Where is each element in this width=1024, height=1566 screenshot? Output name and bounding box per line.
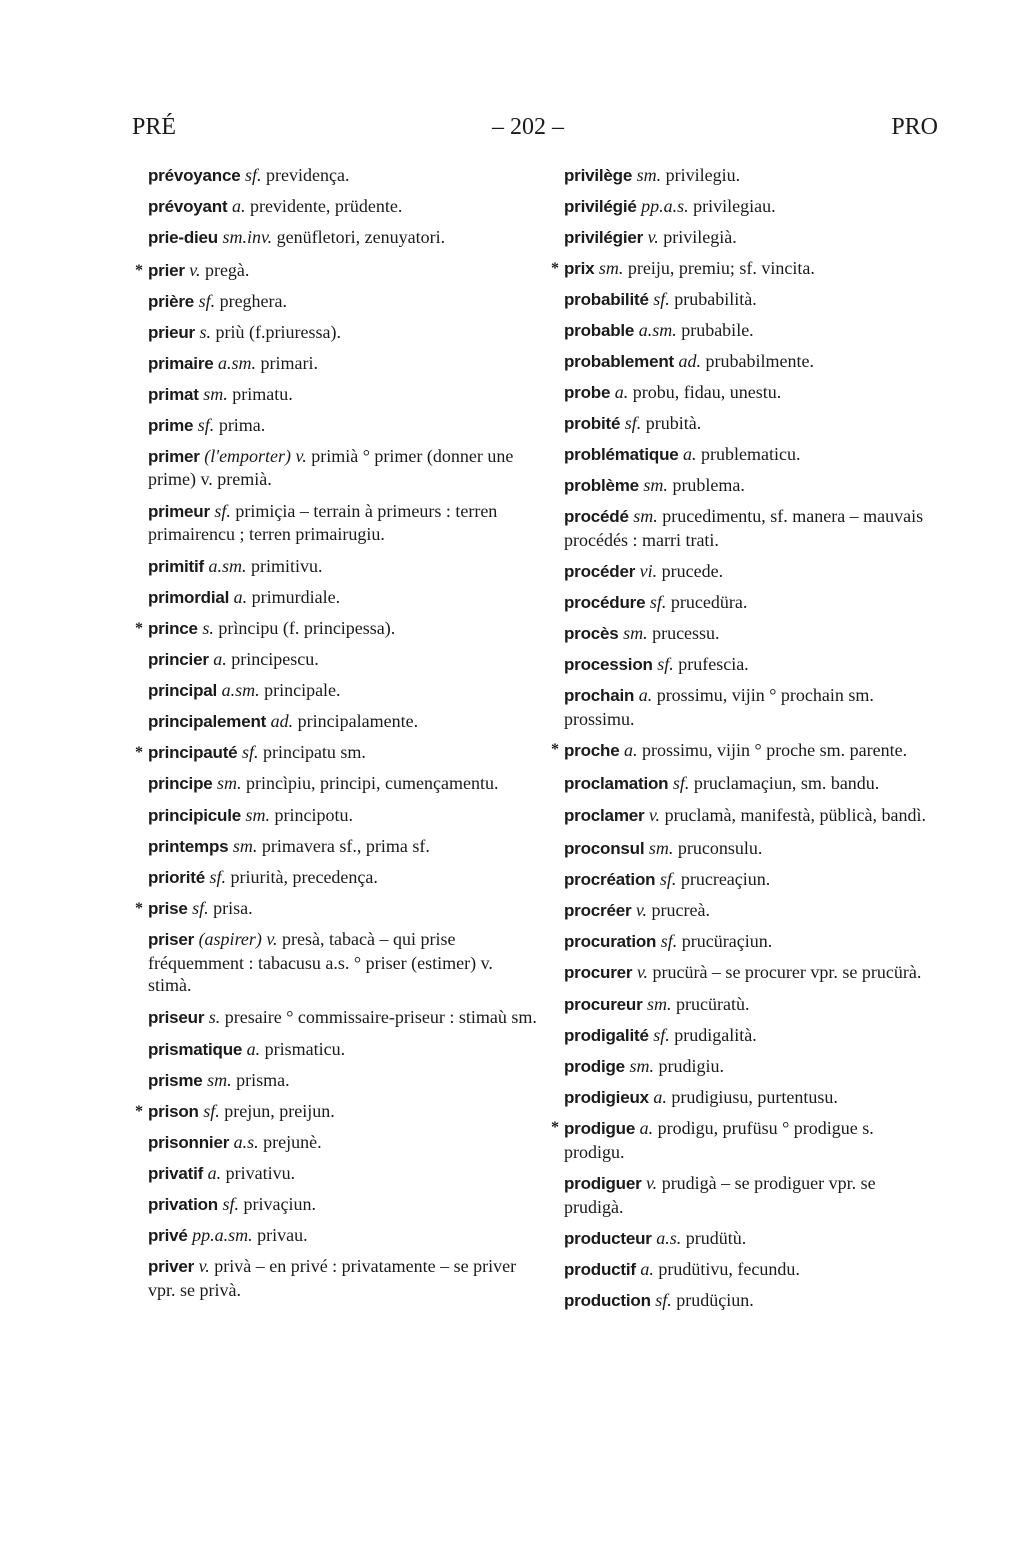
dictionary-entry: [564, 1051, 938, 1082]
headword: principalement: [148, 711, 267, 731]
definition: prisa.: [213, 898, 253, 918]
definition: previdença.: [266, 165, 350, 185]
grammar-tag: sm.: [647, 994, 672, 1014]
headword: privilégier: [564, 228, 644, 247]
grammar-tag: sm.: [207, 1070, 232, 1090]
grammar-tag: sm.: [636, 165, 662, 185]
definition: preiju, premiu; sf. vincita.: [627, 258, 815, 278]
dictionary-entry: [148, 348, 540, 379]
headword: primat: [148, 384, 199, 404]
headword: prodigieux: [564, 1088, 649, 1107]
grammar-tag: vi.: [639, 561, 658, 581]
grammar-tag: sf.: [222, 1194, 240, 1214]
headword: primordial: [148, 587, 230, 607]
definition: privativu.: [225, 1163, 296, 1183]
grammar-tag: sf.: [660, 930, 678, 951]
headword: privatif: [148, 1164, 204, 1183]
grammar-tag: sm.: [598, 258, 624, 278]
headword: procéder: [564, 562, 636, 581]
definition: privilegiau.: [693, 196, 776, 216]
dictionary-entry: [551, 253, 938, 284]
headword: prisonnier: [148, 1133, 230, 1152]
page-number: – 202 –: [492, 114, 564, 140]
headword: procréation: [564, 869, 656, 889]
dictionary-entry: [135, 613, 540, 644]
definition: prublematicu.: [701, 444, 801, 464]
grammar-tag: a.sm.: [221, 679, 260, 700]
definition: prucreaçiun.: [680, 868, 771, 889]
grammar-tag: v.: [198, 1256, 210, 1276]
definition: prisma.: [236, 1070, 290, 1090]
grammar-tag: s.: [202, 617, 214, 638]
definition: prudigiusu, purtentusu.: [671, 1087, 838, 1107]
dictionary-entry: [564, 439, 938, 470]
grammar-tag: sf.: [198, 290, 216, 311]
headword: productif: [564, 1260, 636, 1279]
dictionary-entry: [148, 675, 540, 706]
headword: privilégié: [564, 197, 637, 216]
headword: prier: [148, 260, 185, 280]
grammar-tag: sf.: [203, 1101, 220, 1121]
definition: prudütù.: [685, 1228, 747, 1248]
definition: prucüratù.: [676, 994, 750, 1014]
grammar-tag: sf.: [649, 592, 667, 612]
grammar-tag: sf.: [653, 289, 670, 309]
definition: presà, tabacà – qui prise fréquemment : tabacusu a.s. ° priser (estimer) v. stimà.: [148, 929, 493, 995]
grammar-tag: sm.: [633, 506, 658, 526]
dictionary-entry: [148, 191, 540, 222]
headword: printemps: [148, 837, 229, 856]
definition: prejunè.: [263, 1132, 322, 1152]
grammar-tag: a.: [638, 685, 653, 705]
dictionary-entry: [148, 1002, 540, 1035]
definition: prudütivu, fecundu.: [658, 1259, 800, 1279]
headword: procuration: [564, 931, 657, 951]
asterisk-marker: *: [135, 619, 143, 637]
grammar-tag: a.sm.: [218, 352, 257, 373]
grammar-tag: a.: [683, 444, 697, 464]
grammar-tag: sf.: [241, 741, 259, 762]
dictionary-entry: [564, 1082, 938, 1113]
headword: principauté: [148, 742, 238, 762]
headword: prévoyance: [148, 166, 241, 185]
dictionary-entry: [148, 1220, 540, 1251]
grammar-tag: sf.: [655, 1290, 672, 1310]
headword: prodige: [564, 1057, 625, 1076]
dictionary-entry: [564, 191, 938, 222]
headword: proclamer: [564, 806, 645, 825]
definition: principatu sm.: [262, 741, 366, 762]
grammar-tag: sf.: [657, 654, 674, 674]
definition: primari.: [260, 352, 318, 373]
dictionary-entry: [564, 470, 938, 501]
definition: principotu.: [274, 805, 354, 825]
definition: prublema.: [672, 475, 745, 495]
headword: problématique: [564, 445, 679, 464]
definition: probu, fidau, unestu.: [632, 382, 782, 402]
headword: primaire: [148, 353, 214, 373]
headword: problème: [564, 476, 639, 495]
grammar-tag: a.sm.: [638, 320, 677, 340]
grammar-tag: a.: [639, 1118, 654, 1138]
asterisk-marker: *: [135, 743, 143, 761]
grammar-tag: sf.: [245, 165, 262, 185]
headword: priseur: [148, 1007, 205, 1027]
dictionary-entry: [148, 441, 540, 496]
grammar-tag: ad.: [270, 710, 294, 731]
dictionary-entry: [148, 1127, 540, 1158]
definition: prudigalità.: [674, 1025, 757, 1045]
grammar-tag: a.: [246, 1039, 261, 1059]
definition: princìpiu, principi, cumençamentu.: [246, 772, 499, 793]
dictionary-entry: [135, 1096, 540, 1127]
grammar-tag: a.: [623, 740, 638, 760]
definition: prufescia.: [678, 654, 749, 674]
definition: prucreà.: [651, 899, 711, 920]
dictionary-entry: [564, 587, 938, 618]
grammar-tag: a.: [213, 648, 227, 669]
definition: primurdiale.: [251, 586, 341, 607]
definition: prossimu, vijin ° proche sm. parente.: [641, 740, 908, 760]
dictionary-entry: [564, 346, 938, 377]
dictionary-entry: [564, 315, 938, 346]
grammar-tag: sm.inv.: [222, 227, 273, 247]
grammar-tag: a.: [233, 586, 248, 607]
definition: priù (f.priuressa).: [215, 321, 341, 342]
dictionary-entry: [148, 862, 540, 893]
grammar-tag: sm.: [245, 805, 271, 825]
dictionary-entry: [564, 618, 938, 649]
dictionary-entry: [564, 926, 938, 957]
grammar-tag: sf.: [624, 413, 642, 433]
dictionary-entry: [564, 222, 938, 253]
headword: procession: [564, 655, 653, 674]
dictionary-entry: [148, 317, 540, 348]
dictionary-entry: [148, 379, 540, 410]
headword: priorité: [148, 868, 205, 887]
headword: priver: [148, 1257, 195, 1276]
dictionary-entry: [148, 800, 540, 831]
dictionary-entry: [148, 286, 540, 317]
definition: presaire ° commissaire-priseur : stimaù sm.: [224, 1006, 537, 1027]
grammar-tag: sf.: [214, 500, 231, 521]
dictionary-entry: [148, 551, 540, 582]
headword: probablement: [564, 352, 675, 371]
headword: prise: [148, 899, 188, 918]
definition: prubabilmente.: [705, 351, 814, 371]
right-column: [551, 160, 938, 1316]
headword: proclamation: [564, 773, 669, 793]
dictionary-entry: [564, 160, 938, 191]
grammar-tag: a.: [207, 1163, 222, 1183]
headword: primitif: [148, 556, 205, 576]
grammar-tag: sm.: [623, 623, 648, 643]
definition: prudigà – se prodiguer vpr. se prudigà.: [564, 1173, 876, 1217]
definition: privaçiun.: [243, 1194, 316, 1214]
dictionary-entry: [148, 831, 540, 862]
headword: prochain: [564, 686, 635, 705]
headword: prisme: [148, 1071, 203, 1090]
headword: prodigalité: [564, 1026, 649, 1045]
grammar-tag: v.: [636, 961, 648, 982]
dictionary-entry: [148, 1065, 540, 1096]
definition: pruclamà, manifestà, püblicà, bandì.: [664, 805, 926, 825]
header-right-guideword: PRO: [891, 114, 938, 140]
dictionary-entry: [564, 501, 938, 556]
dictionary-entry: [148, 706, 540, 737]
grammar-tag: a.: [231, 196, 246, 216]
definition: pruconsulu.: [677, 837, 763, 858]
dictionary-entry: [148, 644, 540, 675]
grammar-tag: sm.: [643, 475, 668, 495]
asterisk-marker: *: [135, 261, 143, 279]
headword: procureur: [564, 995, 643, 1014]
grammar-tag: pp.a.s.: [641, 196, 689, 216]
definition: privà – en privé : privatamente – se priver vpr. se privà.: [148, 1256, 517, 1300]
dictionary-entry: [564, 833, 938, 864]
dictionary-entry: [564, 284, 938, 315]
definition: primavera sf., prima sf.: [261, 836, 430, 856]
grammar-tag: sm.: [203, 383, 228, 404]
dictionary-entry: [148, 410, 540, 441]
definition: prucede.: [661, 561, 724, 581]
dictionary-entry: [564, 768, 938, 801]
grammar-tag: a.: [614, 382, 629, 402]
headword: prieur: [148, 322, 195, 342]
definition: prima.: [218, 414, 266, 435]
asterisk-marker: *: [551, 260, 559, 277]
grammar-tag: v.: [189, 259, 201, 280]
definition: prubabile.: [681, 320, 754, 340]
definition: principescu.: [231, 648, 319, 669]
grammar-tag: sf.: [659, 868, 677, 889]
definition: prucürà – se procurer vpr. se prucürà.: [652, 961, 922, 982]
definition: prucedimentu, sf. manera – mauvais procédés : marri trati.: [564, 506, 924, 550]
headword: prodigue: [564, 1119, 636, 1138]
headword: principal: [148, 680, 218, 700]
dictionary-entry: [135, 737, 540, 768]
definition: privilegiu.: [665, 165, 741, 185]
headword: prismatique: [148, 1040, 243, 1059]
dictionary-entry: [148, 496, 540, 551]
dictionary-entry: [148, 1189, 540, 1220]
headword: prodiguer: [564, 1174, 642, 1193]
dictionary-entry: [148, 222, 540, 255]
headword: probité: [564, 414, 621, 433]
grammar-tag: sf.: [197, 414, 215, 435]
dictionary-entry: [564, 649, 938, 680]
dictionary-entry: [564, 989, 938, 1020]
definition: pruclamaçiun, sm. bandu.: [693, 772, 880, 793]
headword: procréer: [564, 900, 632, 920]
dictionary-entry: [551, 1113, 938, 1168]
headword: procédé: [564, 507, 629, 526]
headword: probable: [564, 321, 635, 340]
headword: prince: [148, 618, 198, 638]
definition: pregà.: [204, 259, 250, 280]
dictionary-entry: [564, 864, 938, 895]
headword: prévoyant: [148, 197, 228, 216]
grammar-tag: pp.a.sm.: [192, 1225, 253, 1245]
headword: procurer: [564, 962, 633, 982]
dictionary-entry: [148, 582, 540, 613]
headword: primer: [148, 446, 200, 466]
definition: primiçia – terrain à primeurs : terren primairencu ; terren primairugiu.: [148, 500, 498, 544]
definition: primatu.: [232, 383, 293, 404]
headword: prie-dieu: [148, 228, 218, 247]
definition: privau.: [257, 1225, 308, 1245]
headword: prime: [148, 415, 194, 435]
definition: prìncipu (f. principessa).: [218, 617, 396, 638]
definition: prucüraçiun.: [681, 930, 773, 951]
definition: genüfletori, zenuyatori.: [276, 227, 446, 247]
grammar-tag: sm.: [232, 836, 258, 856]
headword: proconsul: [564, 838, 645, 858]
dictionary-entry: [564, 1223, 938, 1254]
headword: principe: [148, 773, 213, 793]
grammar-tag: sf.: [209, 867, 226, 887]
dictionary-entry: [148, 160, 540, 191]
headword: probe: [564, 383, 611, 402]
definition: principalamente.: [297, 710, 419, 731]
definition: priurità, precedença.: [230, 867, 378, 887]
grammar-tag: v.: [635, 899, 648, 920]
headword: privé: [148, 1226, 188, 1245]
dictionary-entry: [564, 957, 938, 990]
definition: primià ° primer (donner une prime) v. premià.: [148, 445, 514, 489]
grammar-tag: v.: [646, 1173, 658, 1193]
grammar-tag: ad.: [678, 351, 702, 371]
asterisk-marker: *: [551, 1119, 559, 1136]
dictionary-entry: [564, 1254, 938, 1285]
headword: prison: [148, 1102, 199, 1121]
grammar-tag: sf.: [672, 772, 690, 793]
definition: previdente, prüdente.: [249, 196, 403, 216]
headword: procédure: [564, 593, 646, 612]
headword: priser: [148, 930, 195, 949]
grammar-tag: (l'emporter) v.: [204, 445, 307, 466]
headword: production: [564, 1291, 651, 1310]
headword: princier: [148, 649, 209, 669]
definition: prejun, preijun.: [224, 1101, 335, 1121]
grammar-tag: s.: [208, 1006, 221, 1027]
left-column: [135, 160, 540, 1306]
grammar-tag: v.: [647, 227, 659, 247]
definition: primitivu.: [251, 555, 323, 576]
headword: privilège: [564, 166, 633, 185]
dictionary-entry: [148, 1034, 540, 1065]
grammar-tag: sm.: [629, 1056, 654, 1076]
dictionary-entry: [148, 924, 540, 1002]
dictionary-entry: [135, 255, 540, 286]
dictionary-entry: [564, 1020, 938, 1051]
grammar-tag: sf.: [653, 1025, 670, 1045]
header-left-guideword: PRÉ: [132, 114, 177, 140]
definition: prudigiu.: [658, 1056, 724, 1076]
headword: probabilité: [564, 290, 649, 309]
dictionary-entry: [564, 377, 938, 408]
definition: prubità.: [645, 413, 702, 433]
headword: procès: [564, 624, 619, 643]
grammar-tag: (aspirer) v.: [198, 929, 278, 949]
grammar-tag: sm.: [217, 772, 242, 793]
definition: preghera.: [219, 290, 288, 311]
headword: primeur: [148, 501, 210, 521]
grammar-tag: a.s.: [233, 1132, 259, 1152]
dictionary-entry: [148, 1251, 540, 1306]
grammar-tag: v.: [648, 805, 661, 825]
grammar-tag: a.s.: [656, 1228, 682, 1248]
headword: producteur: [564, 1229, 652, 1248]
headword: privation: [148, 1195, 218, 1214]
grammar-tag: a.: [653, 1087, 667, 1107]
grammar-tag: s.: [199, 321, 211, 342]
asterisk-marker: *: [551, 741, 559, 758]
grammar-tag: a.: [640, 1259, 654, 1279]
grammar-tag: sm.: [648, 837, 674, 858]
dictionary-entry: [564, 895, 938, 926]
headword: prix: [564, 259, 595, 278]
dictionary-entry: [564, 800, 938, 833]
definition: prossimu, vijin ° prochain sm. prossimu.: [564, 685, 874, 729]
dictionary-entry: [564, 680, 938, 735]
dictionary-entry: [135, 893, 540, 924]
definition: prismaticu.: [264, 1039, 346, 1059]
dictionary-entry: [148, 768, 540, 801]
dictionary-entry: [564, 1168, 938, 1223]
grammar-tag: a.sm.: [208, 555, 247, 576]
dictionary-entry: [148, 1158, 540, 1189]
definition: prubabilità.: [674, 289, 757, 309]
headword: principicule: [148, 806, 242, 825]
definition: prucessu.: [652, 623, 720, 643]
dictionary-entry: [564, 408, 938, 439]
page-header: [132, 114, 938, 150]
asterisk-marker: *: [135, 900, 143, 917]
definition: prodigu, prufüsu ° prodigue s. prodigu.: [564, 1118, 874, 1162]
definition: prudüçiun.: [676, 1290, 754, 1310]
headword: proche: [564, 741, 620, 760]
dictionary-entry: [551, 735, 938, 768]
headword: prière: [148, 291, 195, 311]
dictionary-entry: [564, 1285, 938, 1316]
definition: prucedüra.: [670, 592, 748, 612]
dictionary-entry: [564, 556, 938, 587]
asterisk-marker: *: [135, 1103, 143, 1120]
grammar-tag: sf.: [192, 898, 209, 918]
definition: principale.: [264, 679, 341, 700]
definition: privilegià.: [663, 227, 737, 247]
